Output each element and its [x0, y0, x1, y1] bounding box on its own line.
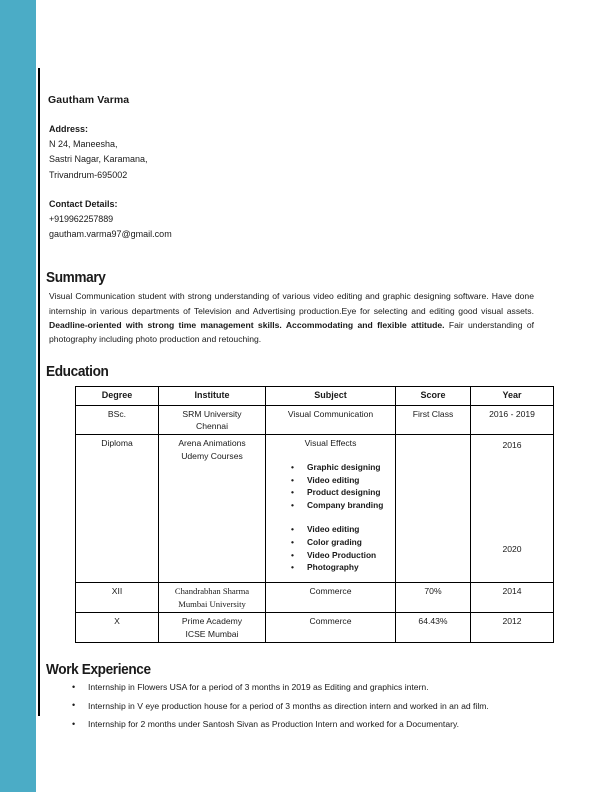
list-item: • Product designing — [267, 486, 394, 499]
contact-label: Contact Details: — [49, 198, 118, 209]
work-experience-list — [44, 680, 544, 732]
email-address: gautham.varma97@gmail.com — [49, 229, 172, 240]
accent-sidebar-bar — [0, 0, 36, 792]
column-header-degree: Degree — [76, 387, 159, 405]
column-header-subject: Subject — [266, 387, 396, 405]
list-item: • Photography — [267, 561, 394, 574]
cell-degree-xii: XII — [76, 583, 159, 613]
list-item: • Internship in V eye production house for a period of 3 months as direction intern and worked in an ad film. — [44, 699, 544, 714]
cell-score-x: 64.43% — [396, 613, 471, 643]
address-label: Address: — [49, 124, 89, 134]
institute-udemy: Udemy Courses — [181, 450, 243, 461]
bullet-group-spacer — [267, 450, 394, 461]
cell-subject-xii: Commerce — [266, 583, 396, 613]
list-item: • Graphic designing — [267, 461, 394, 474]
cell-year-x: 2012 — [471, 613, 554, 643]
institute-line-1: Chandrabhan Sharma — [174, 586, 250, 597]
list-item: • Internship in Flowers USA for a period of 3 months in 2019 as Editing and graphics intern. — [44, 680, 544, 695]
list-item: • Video Production — [267, 549, 394, 562]
table-header-row — [76, 387, 554, 405]
cell-degree-x: X — [76, 613, 159, 643]
institute-line-1: SRM University — [182, 408, 242, 419]
cell-year-bsc: 2016 - 2019 — [471, 405, 554, 435]
phone-number: +919962257889 — [49, 214, 114, 225]
cell-institute-bsc — [159, 405, 266, 435]
course-list-group-1 — [267, 461, 394, 512]
cell-institute-x — [159, 613, 266, 643]
summary-text-part1: Visual Communication student with strong understanding of various video editing and graphic designing software. Have done internship in various departments of Television and Advertising production.Eye for selecting and editing good visual assets. — [49, 291, 534, 316]
cell-degree-diploma: Diploma — [76, 435, 159, 583]
cell-year-diploma — [471, 435, 554, 583]
list-item: • Internship for 2 months under Santosh Sivan as Production Intern and worked for a Documentary. — [44, 717, 544, 732]
institute-line-2: Chennai — [195, 421, 228, 432]
vertical-divider-rule — [38, 68, 40, 716]
summary-text-part2: Fair understanding of photography including photo production and retouching. — [49, 319, 534, 345]
section-heading-education: Education — [46, 364, 109, 381]
list-item: • Company branding — [267, 499, 394, 512]
section-heading-summary: Summary — [46, 270, 106, 287]
list-item: • Video editing — [267, 523, 394, 536]
cell-institute-xii — [159, 583, 266, 613]
year-diploma-first: 2016 — [502, 440, 522, 451]
address-block — [49, 122, 584, 183]
institute-line-1: Prime Academy — [181, 616, 243, 627]
section-heading-work-experience: Work Experience — [46, 662, 151, 679]
education-table — [75, 386, 554, 643]
cell-year-xii: 2014 — [471, 583, 554, 613]
address-line-3: Trivandrum-695002 — [49, 169, 128, 180]
year-diploma-second: 2020 — [502, 543, 522, 554]
table-row — [76, 435, 554, 583]
column-header-institute: Institute — [159, 387, 266, 405]
institute-arena: Arena Animations — [178, 438, 246, 449]
table-row — [76, 583, 554, 613]
cell-institute-diploma — [159, 435, 266, 583]
bullet-group-spacer-2 — [267, 512, 394, 523]
candidate-name: Gautham Varma — [48, 94, 130, 106]
contact-block — [49, 197, 584, 243]
list-item: • Video editing — [267, 474, 394, 487]
cell-subject-bsc: Visual Communication — [266, 405, 396, 435]
resume-content — [44, 0, 584, 736]
summary-text-bold: Deadline-oriented with strong time management skills. Accommodating and flexible attitude. — [49, 319, 445, 330]
address-line-2: Sastri Nagar, Karamana, — [49, 154, 148, 165]
list-item: • Color grading — [267, 536, 394, 549]
column-header-score: Score — [396, 387, 471, 405]
institute-line-2: ICSE Mumbai — [185, 628, 239, 639]
subject-visual-effects: Visual Effects — [304, 438, 357, 449]
table-row — [76, 405, 554, 435]
institute-line-2: Mumbai University — [178, 598, 246, 609]
course-list-group-2 — [267, 523, 394, 574]
address-line-1: N 24, Maneesha, — [49, 139, 118, 150]
summary-paragraph — [49, 289, 534, 346]
table-row — [76, 613, 554, 643]
column-header-year: Year — [471, 387, 554, 405]
cell-degree-bsc: BSc. — [76, 405, 159, 435]
cell-score-diploma — [396, 435, 471, 583]
cell-subject-x: Commerce — [266, 613, 396, 643]
cell-subject-diploma — [266, 435, 396, 583]
cell-score-bsc: First Class — [396, 405, 471, 435]
cell-score-xii: 70% — [396, 583, 471, 613]
